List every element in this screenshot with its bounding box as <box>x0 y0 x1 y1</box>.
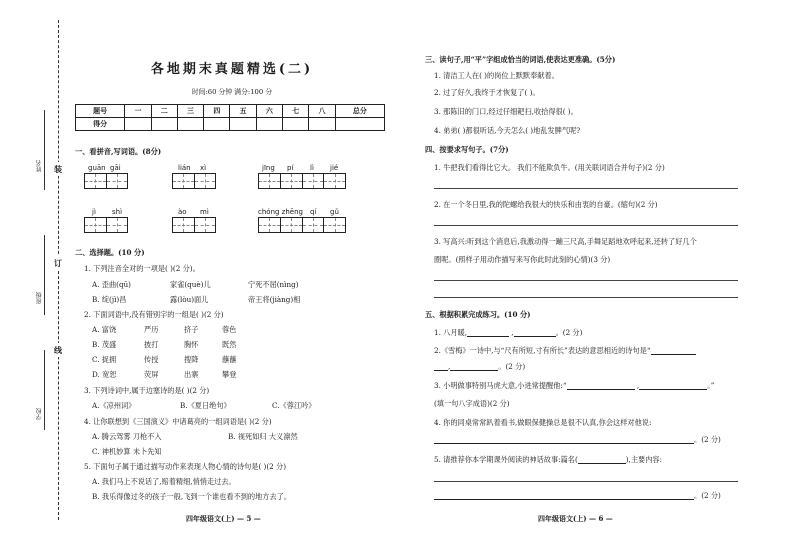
score-header-cell: 五 <box>230 105 256 118</box>
writing-grid[interactable] <box>258 217 346 233</box>
school-field-line <box>44 350 45 430</box>
pinyin: chóng zhēng <box>258 208 303 216</box>
option-b[interactable]: B.《夏日绝句》 <box>180 401 231 410</box>
writing-grid[interactable] <box>84 173 128 189</box>
score-cell[interactable] <box>256 118 282 131</box>
option-a[interactable]: A. 腾云驾雾 刀枪不入 <box>92 432 162 441</box>
option-word: 既然 <box>222 340 237 349</box>
section4-heading: 四、按要求写句子。(7分) <box>425 145 509 154</box>
option-d[interactable]: D. 宽恕 <box>92 370 117 379</box>
question-text: 5. 请推荐你本学期课外阅读的神话故事:篇名( <box>434 455 578 464</box>
answer-blank[interactable] <box>450 364 498 371</box>
answer-blank[interactable] <box>434 437 694 444</box>
option-a[interactable]: A. 富饶 <box>92 325 117 334</box>
question-text: ),主要内容: <box>625 455 663 464</box>
fill-question: 3. 小明做事特别马虎大意,小进常提醒他:“ , 。” <box>434 381 715 390</box>
question-stem: 1. 牛把我们看得比它大。 我们不能欺负牛。(用关联词语合并句子)(2 分) <box>434 163 665 172</box>
pinyin: shì <box>112 208 123 216</box>
score-cell[interactable] <box>230 118 256 131</box>
question-stem: 4. 让你联想到《三国演义》中诸葛亮的一组词语是( )(2 分) <box>84 417 272 426</box>
writing-grid[interactable] <box>172 217 216 233</box>
option-b[interactable]: B. 我乐得像过冬的孩子一般,飞到一个谁也看不到的地方去了。 <box>92 492 292 501</box>
answer-blank[interactable] <box>639 383 707 390</box>
score-header-cell: 总分 <box>335 105 384 118</box>
score-cell[interactable] <box>204 118 230 131</box>
option-word: 荧屏 <box>144 370 159 379</box>
question-stem: 4. 你的同桌常常趴着看书,做眼保健操总是很不认真,你会这样对他说: <box>434 418 652 427</box>
question-stem-continued: 圈呢。(照样子用动作描写来写你此时此刻的心情)(3 分) <box>434 255 611 264</box>
score-row-label: 得分 <box>76 118 125 131</box>
score-header-cell: 八 <box>309 105 335 118</box>
answer-blank[interactable] <box>434 364 448 371</box>
binding-char-ding: 订 <box>54 258 62 268</box>
pinyin: jié <box>330 164 339 172</box>
question-punct: 。” <box>707 381 715 390</box>
question-text: 1. 八月暖, <box>434 328 467 337</box>
class-field-label: 班级 <box>36 292 43 304</box>
score-table <box>75 104 385 131</box>
score-header-cell: 六 <box>256 105 282 118</box>
score-cell[interactable] <box>283 118 309 131</box>
name-field-label: 姓名 <box>36 160 43 172</box>
footer-left-page: 四年级语文(上) — 5 — <box>186 514 261 523</box>
score-header-cell: 四 <box>204 105 230 118</box>
score-cell[interactable] <box>309 118 335 131</box>
question-text: 2.《雪梅》一诗中,与“尺有所短,寸有所长”表达的意思相近的诗句是“ <box>434 346 651 355</box>
pinyin: gāi <box>110 164 121 172</box>
score-table-score-row <box>76 118 385 131</box>
pinyin: gǔ <box>330 208 339 216</box>
option-word: 胸怀 <box>184 340 199 349</box>
option-a[interactable]: A.《凉州词》 <box>92 401 136 410</box>
answer-line[interactable] <box>434 225 738 226</box>
option-b-word: 露(lòu)面儿 <box>170 295 209 304</box>
question-stem: 3. 写高兴:听到这个消息后,我激动得一蹦三尺高,手舞足蹈地欢呼起来,还转了好几个 <box>434 237 697 246</box>
option-word: 挤子 <box>184 325 199 334</box>
binding-dashed-line <box>58 20 59 520</box>
pinyin: lián <box>178 164 191 172</box>
option-word: 传授 <box>144 355 159 364</box>
question-stem: 1. 下列注音全对的一项是( )(2 分)。 <box>84 264 200 273</box>
answer-blank[interactable] <box>467 330 509 337</box>
score-table-header-row <box>76 105 385 118</box>
pinyin: guān <box>88 164 106 172</box>
pinyin: jì <box>92 208 96 216</box>
section1-heading: 一、看拼音,写词语。(8分) <box>75 147 162 156</box>
option-a[interactable]: A. 歪曲(qū) <box>92 280 131 289</box>
option-b-word: 帝王将(jiàng)相 <box>248 295 301 304</box>
fill-question <box>434 455 662 464</box>
section5-heading: 五、根据积累完成练习。(10 分) <box>425 310 531 319</box>
option-word: 蓉色 <box>222 325 237 334</box>
section2-heading: 二、选择题。(10 分) <box>75 248 145 257</box>
question-stem: 5. 下面句子属于通过描写动作来表现人物心情的诗句是( )(2 分) <box>84 462 287 471</box>
option-word: 严历 <box>144 325 159 334</box>
class-field-line <box>44 235 45 315</box>
question-score: 。(2 分) <box>694 491 721 500</box>
question-score: 。(2 分) <box>555 328 583 337</box>
answer-line[interactable] <box>434 297 738 298</box>
option-c[interactable]: C. 神机妙算 未卜先知 <box>92 447 162 456</box>
option-b[interactable]: B. 绽(jì)昌 <box>92 295 127 304</box>
question-stem: 2. 在一个冬日里,我的陀螺给我很大的快乐和由衷的自豪。(缩句)(2 分) <box>434 200 658 209</box>
page-title: 各地期末真题精选(二) <box>150 62 314 77</box>
answer-line[interactable] <box>434 280 738 281</box>
option-b[interactable]: B. 视死如归 大义凛然 <box>228 432 298 441</box>
score-header-cell: 二 <box>151 105 177 118</box>
section3-heading: 三、读句子,用“平”字组成恰当的词语,使表达更准确。(5分) <box>425 55 616 64</box>
sentence-item: 3. 那陈旧的门口,经过仔细耙扫,收拾得很( )。 <box>434 107 578 116</box>
answer-blank[interactable] <box>514 330 556 337</box>
writing-grid[interactable] <box>258 173 346 189</box>
answer-line[interactable] <box>434 188 738 189</box>
option-word: 蘸蘸 <box>222 355 237 364</box>
answer-blank[interactable] <box>578 457 626 464</box>
option-word: 出寨 <box>184 370 199 379</box>
name-field-line <box>44 110 45 190</box>
option-word: 搜降 <box>184 355 199 364</box>
answer-blank[interactable] <box>567 383 635 390</box>
score-header-cell: 一 <box>125 105 151 118</box>
pinyin: jīng <box>262 164 275 172</box>
footer-right-page: 四年级语文(上) — 6 — <box>538 514 613 523</box>
sentence-item: 4. 弟弟( )都很听话,今天怎么( )地乱发脾气呢? <box>434 126 581 135</box>
exam-time-score: 时间:60 分钟 满分:100 分 <box>191 88 273 96</box>
writing-grid[interactable] <box>172 173 216 189</box>
binding-char-zhuang: 装 <box>54 164 62 174</box>
score-header-cell: 七 <box>283 105 309 118</box>
score-header-cell: 三 <box>177 105 203 118</box>
score-header-cell: 题号 <box>76 105 125 118</box>
option-a-word: 家雀(què)儿 <box>170 280 211 289</box>
fill-question: , 。(2 分) <box>434 362 525 371</box>
score-cell[interactable] <box>177 118 203 131</box>
sentence-item: 1. 清洁工人在( )的岗位上默默奉献着。 <box>434 71 559 80</box>
option-a-word: 宁死不屈(nìng) <box>248 280 299 289</box>
pinyin: lì <box>310 164 314 172</box>
option-c[interactable]: C. 捉拥 <box>92 355 117 364</box>
option-c[interactable]: C.《蓉江吟》 <box>272 401 316 410</box>
question-stem: 2. 下面词语中,没有错别字的一组是( )(2 分) <box>84 310 224 319</box>
question-note: (填一句八字成语)(2 分) <box>434 399 510 408</box>
score-cell[interactable] <box>151 118 177 131</box>
fill-question: 1. 八月暖, , 。(2 分) <box>434 328 583 337</box>
pinyin: ào <box>178 208 187 216</box>
sentence-item: 2. 过了好久,我终于才恢复了( )。 <box>434 88 540 97</box>
school-field-label: 学校 <box>36 408 43 420</box>
question-text: 3. 小明做事特别马虎大意,小进常提醒他:“ <box>434 381 567 390</box>
question-score: 。(2 分) <box>498 362 526 371</box>
option-word: 攀登 <box>222 370 237 379</box>
option-a[interactable]: A. 我们马上不说话了,赔着精细,悄悄走过去。 <box>92 477 236 486</box>
pinyin: qí <box>310 208 317 216</box>
question-stem: 3. 下列诗词中,属于边塞诗的是( )(2 分) <box>84 386 210 395</box>
option-word: 披打 <box>144 340 159 349</box>
writing-grid[interactable] <box>84 217 128 233</box>
question-score: 。(2 分) <box>694 435 721 444</box>
binding-char-xian: 线 <box>54 345 62 355</box>
pinyin: pí <box>287 164 294 172</box>
answer-blank[interactable] <box>434 493 694 500</box>
pinyin: xì <box>200 164 207 172</box>
answer-blank[interactable] <box>651 348 696 355</box>
option-b[interactable]: B. 茂盛 <box>92 340 117 349</box>
pinyin: mì <box>200 208 209 216</box>
fill-question <box>434 491 721 500</box>
score-cell[interactable] <box>335 118 384 131</box>
fill-question <box>434 435 721 444</box>
fill-question <box>434 346 696 355</box>
answer-line[interactable] <box>434 481 738 482</box>
score-cell[interactable] <box>125 118 151 131</box>
